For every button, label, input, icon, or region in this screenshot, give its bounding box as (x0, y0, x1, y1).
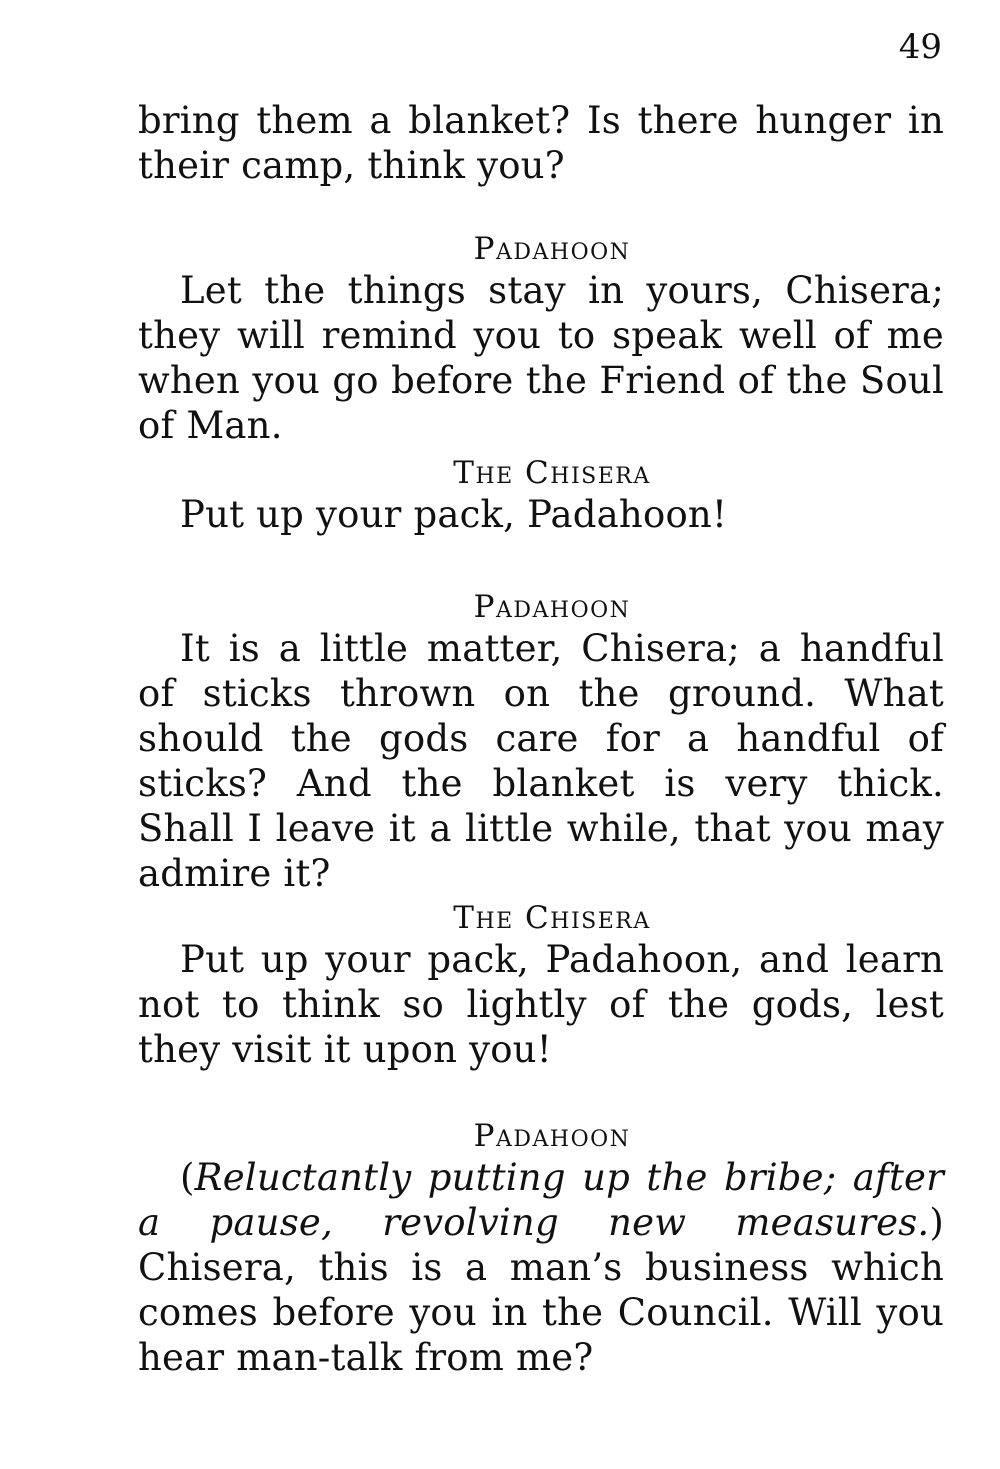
dialogue-exchange (138, 230, 944, 448)
dialogue-exchange (138, 588, 944, 896)
stage-direction: Reluctantly putting up the bribe; after a pause, revolving new measures. (138, 1156, 944, 1244)
dialogue-text: Put up your pack, Padahoon! (180, 493, 728, 536)
speaker-name: Padahoon (473, 1118, 631, 1154)
dialogue-text: Let the things stay in yours, Chisera; they will remind you to speak well of me when you go before the Friend of the Soul of Man. (138, 269, 944, 447)
dialogue-exchange (138, 1117, 944, 1380)
dialogue-text: bring them a blanket? Is there hunger in their camp, think you? (138, 99, 944, 187)
stage-direction-open-paren: ( (180, 1156, 195, 1199)
speaker-name: Padahoon (473, 589, 631, 625)
speaker-name: The Chisera (453, 455, 651, 491)
dialogue-text: Chisera, this is a man’s business which comes before you in the Council. Will you hear man-talk from me? (138, 1246, 944, 1379)
dialogue-exchange (138, 899, 944, 1072)
speaker-name: Padahoon (473, 231, 631, 267)
stage-direction-close-paren: ) (929, 1201, 944, 1244)
dialogue-paragraph (138, 1155, 944, 1380)
dialogue-text: Put up your pack, Padahoon, and learn not to think so lightly of the gods, lest they visit it upon you! (138, 938, 944, 1071)
page-number: 49 (898, 27, 942, 67)
dialogue-text: It is a little matter, Chisera; a handful of sticks thrown on the ground. What should the gods care for a handful of sticks? And the blanket is very thick. Shall I leave it a little while, that you may admire it? (138, 627, 944, 895)
speaker-name: The Chisera (453, 900, 651, 936)
dialogue-exchange (138, 454, 944, 537)
opening-passage (138, 98, 944, 188)
